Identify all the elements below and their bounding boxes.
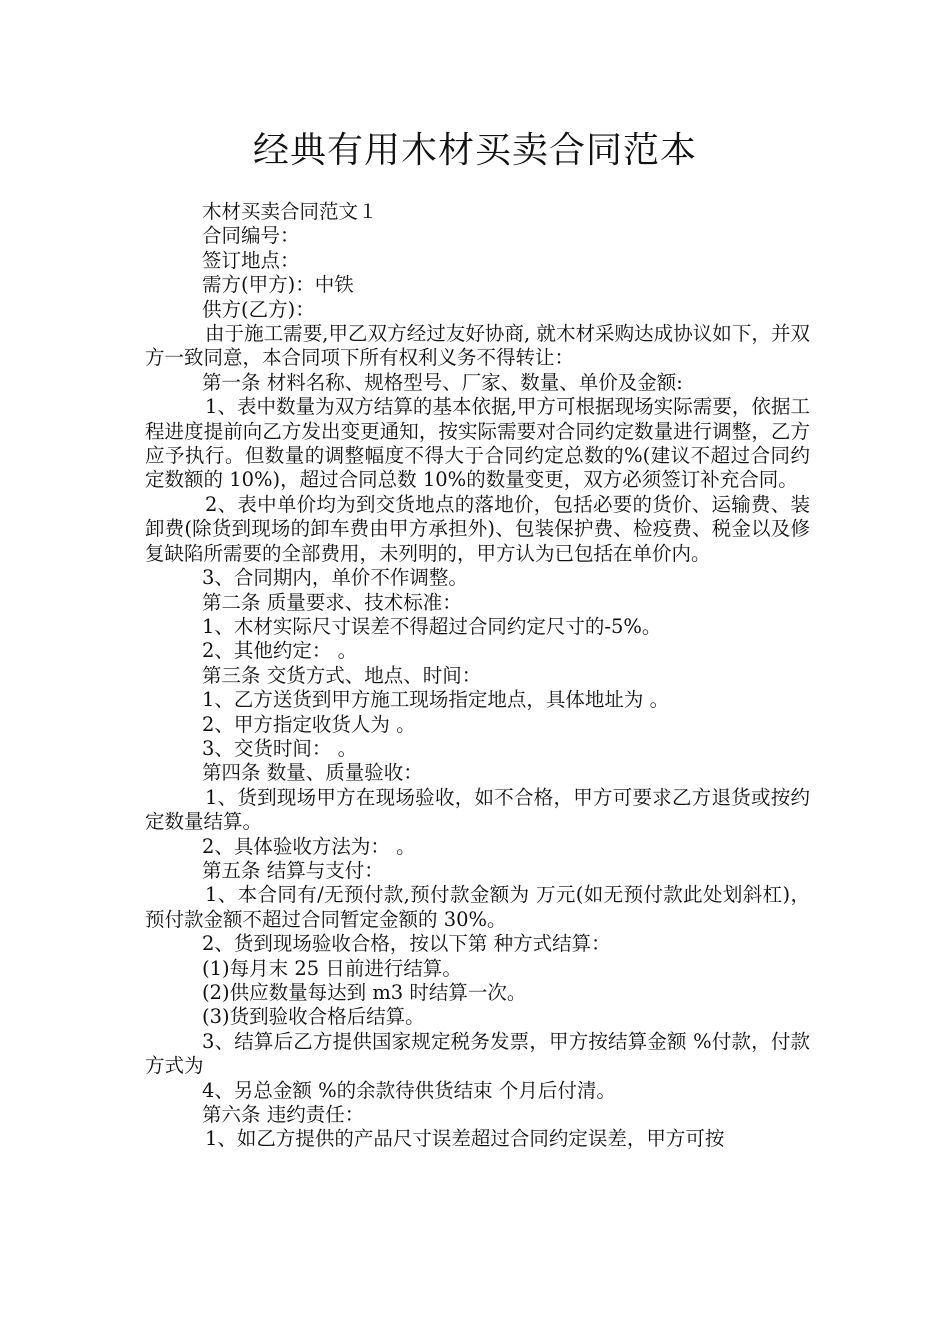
contract-number-field: 合同编号：: [202, 224, 300, 248]
clause-paragraph: 1、本合同有/无预付款,预付款金额为 万元(如无预付款此处划斜杠)，预付款金额不超过合同暂定金额的 30%。: [145, 883, 810, 931]
document-body: [145, 200, 810, 1152]
clause-paragraph: 4、另总金额 %的余款待供货结束 个月后付清。: [202, 1078, 616, 1102]
section-heading: 木材买卖合同范文１: [202, 200, 378, 223]
clause-paragraph: 3、交货时间： 。: [202, 736, 358, 760]
article-heading: 第二条 质量要求、技术标准：: [202, 590, 462, 614]
clause-paragraph: 1、如乙方提供的产品尺寸误差超过合同约定误差，甲方可按: [205, 1127, 725, 1151]
buyer-field: 需方(甲方)：中铁: [202, 273, 354, 297]
signing-place-field: 签订地点：: [202, 248, 300, 272]
clause-paragraph: 2、具体验收方法为： 。: [202, 834, 416, 858]
clause-paragraph: 1、乙方送货到甲方施工现场指定地点，具体地址为 。: [202, 688, 670, 712]
clause-paragraph: 1、木材实际尺寸误差不得超过合同约定尺寸的-5%。: [202, 614, 662, 638]
article-heading: 第五条 结算与支付：: [202, 858, 384, 882]
article-heading: 第一条 材料名称、规格型号、厂家、数量、单价及金额:: [202, 370, 683, 394]
clause-paragraph: 2、表中单价均为到交货地点的落地价，包括必要的货价、运输费、装卸费(除货到现场的卸车费由甲方承担外)、包装保护费、检疫费、税金以及修复缺陷所需要的全部费用，未列明的，甲方认为已包括在单价内。: [145, 492, 810, 565]
clause-paragraph: 3、结算后乙方提供国家规定税务发票，甲方按结算金额 %付款，付款方式为: [145, 1029, 810, 1078]
list-item: (2)供应数量每达到 m3 时结算一次。: [202, 981, 527, 1004]
clause-paragraph: 3、合同期内，单价不作调整。: [202, 566, 468, 590]
clause-paragraph: 1、表中数量为双方结算的基本依据,甲方可根据现场实际需要，依据工程进度提前向乙方发出变更通知，按实际需要对合同约定数量进行调整，乙方应予执行。但数量的调整幅度不得大于合同约定总数的%(建议不超过合同约定数额的 10%)，超过合同总数 10%的数量变更，双方必须签订补充合同。: [145, 395, 810, 492]
clause-paragraph: 1、货到现场甲方在现场验收，如不合格，甲方可要求乙方退货或按约定数量结算。: [145, 785, 810, 834]
list-item: (3)货到验收合格后结算。: [202, 1005, 425, 1029]
article-heading: 第六条 违约责任：: [202, 1103, 365, 1127]
article-heading: 第三条 交货方式、地点、时间：: [202, 663, 482, 687]
preamble-paragraph: 由于施工需要,甲乙双方经过友好协商, 就木材采购达成协议如下，并双方一致同意，本合同项下所有权利义务不得转让：: [145, 322, 810, 370]
supplier-field: 供方(乙方)：: [202, 297, 315, 321]
document-title: 经典有用木材买卖合同范本: [252, 130, 697, 171]
clause-paragraph: 2、货到现场验收合格，按以下第 种方式结算：: [202, 932, 611, 956]
clause-paragraph: 2、甲方指定收货人为 。: [202, 712, 416, 736]
article-heading: 第四条 数量、质量验收：: [202, 761, 423, 785]
list-item: (1)每月末 25 日前进行结算。: [202, 956, 462, 980]
clause-paragraph: 2、其他约定： 。: [202, 639, 358, 663]
